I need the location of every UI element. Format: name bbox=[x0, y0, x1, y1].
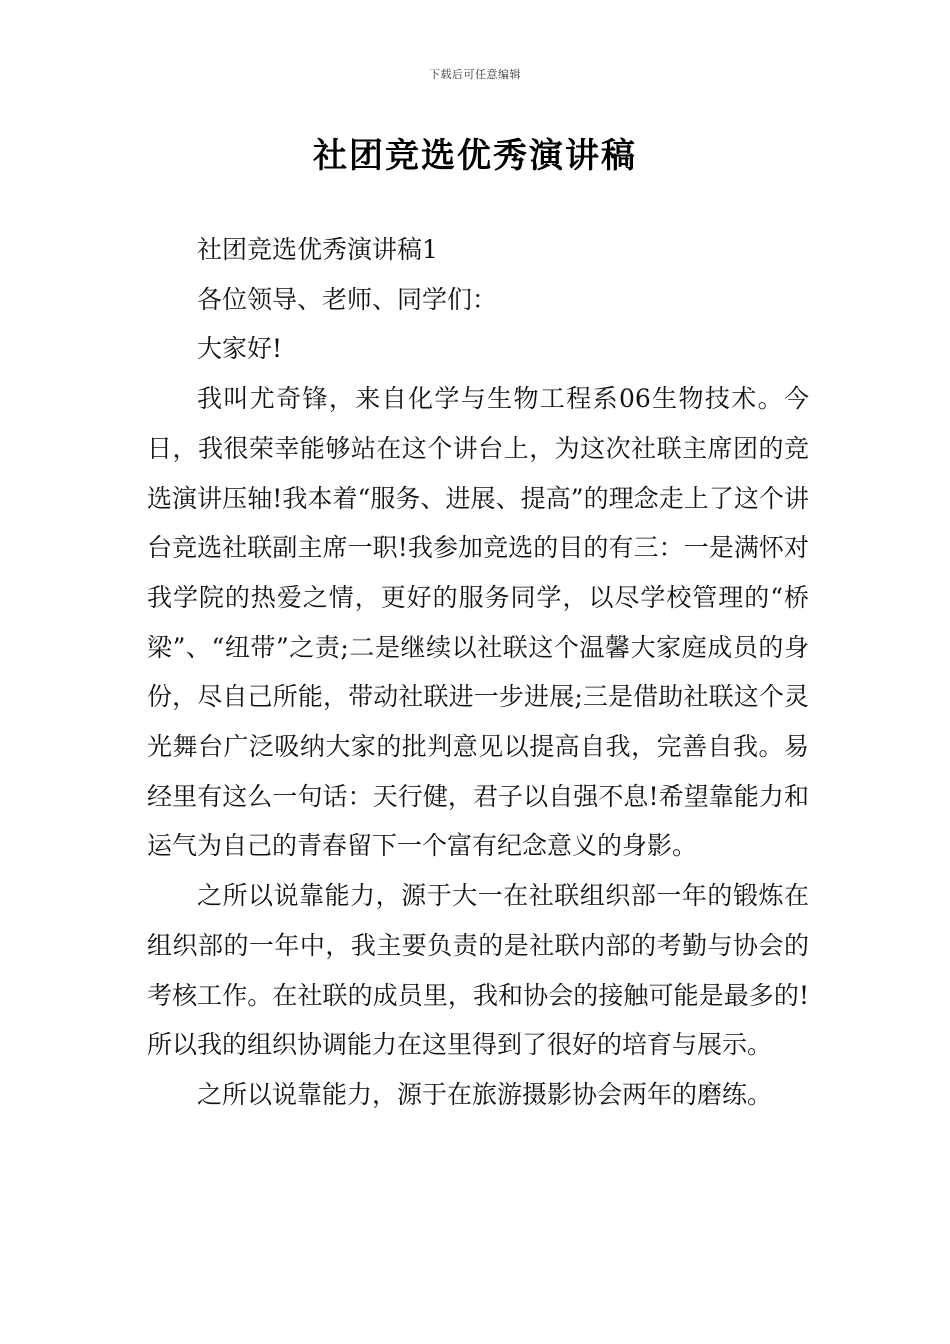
greeting: 大家好! bbox=[197, 334, 283, 364]
body-paragraph: 我叫尤奇锋，来自化学与生物工程系06生物技术。今日，我很荣幸能够站在这个讲台上，为这次社联主席团的竞选演讲压轴!我本着“服务、进展、提高”的理念走上了这个讲台竞选社联副主席一职!我参加竞选的目的有三：一是满怀对我学院的热爱之情，更好的服务同学，以尽学校管理的“桥梁”、“纽带”之责;二是继续以社联这个温馨大家庭成员的身份，尽自己所能，带动社联进一步进展;三是借助社联这个灵光舞台广泛吸纳大家的批判意见以提高自我，完善自我。易经里有这么一句话：天行健，君子以自强不息!希望靠能力和运气为自己的青春留下一个富有纪念意义的身影。 bbox=[147, 384, 809, 861]
section-heading: 社团竞选优秀演讲稿1 bbox=[197, 235, 438, 264]
document-title: 社团竞选优秀演讲稿 bbox=[313, 136, 637, 176]
body-paragraph: 之所以说靠能力，源于大一在社联组织部一年的锻炼在组织部的一年中，我主要负责的是社联内部的考勤与协会的考核工作。在社联的成员里，我和协会的接触可能是最多的!所以我的组织协调能力在这里得到了很好的培育与展示。 bbox=[147, 881, 809, 1060]
body-paragraph: 之所以说靠能力，源于在旅游摄影协会两年的磨练。 bbox=[197, 1079, 773, 1109]
salutation: 各位领导、老师、同学们： bbox=[197, 284, 498, 314]
header-note: 下载后可任意编辑 bbox=[429, 68, 521, 81]
document-body bbox=[147, 225, 809, 1120]
